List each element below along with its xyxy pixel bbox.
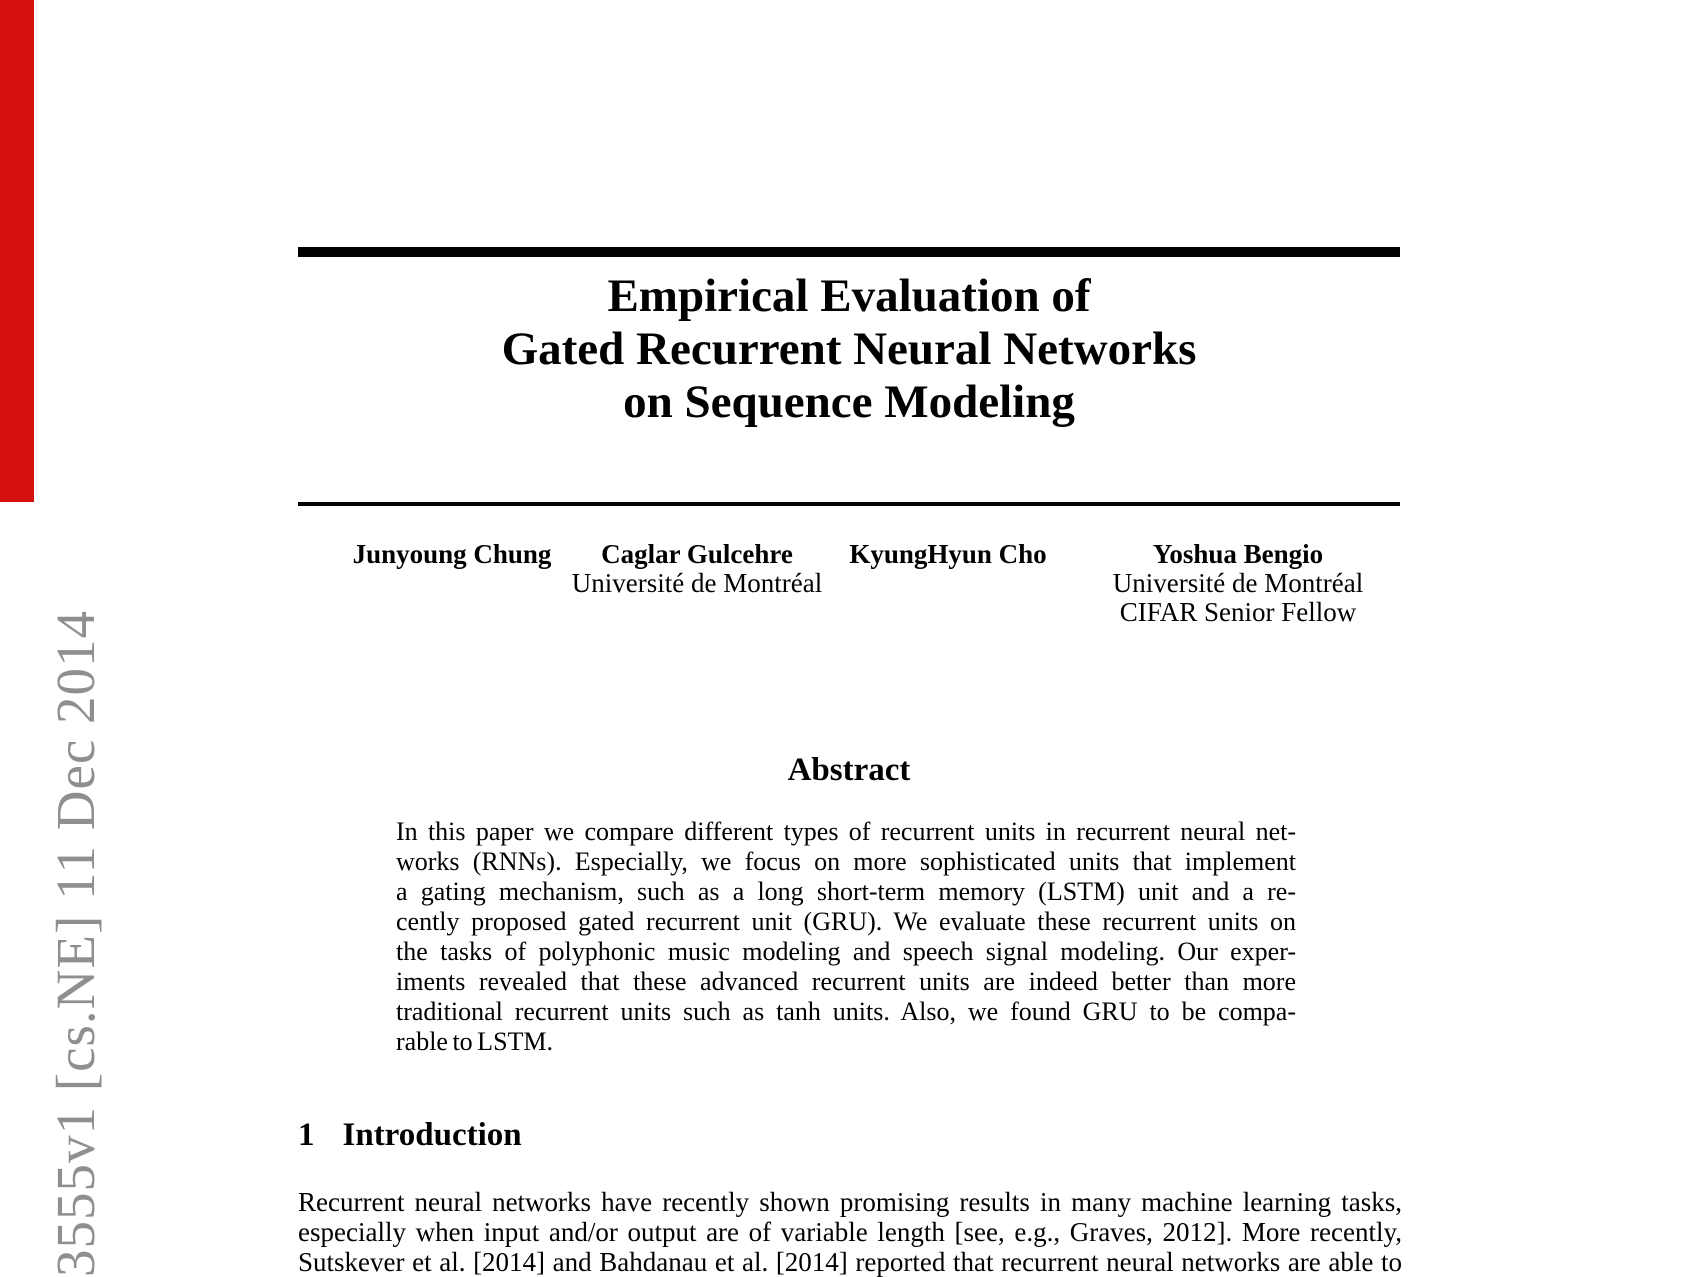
abstract-line: iments revealed that these advanced recurrent units are indeed better than more xyxy=(396,967,1296,996)
arxiv-watermark: 3555v1 [cs.NE] 11 Dec 2014 xyxy=(45,609,106,1277)
author-block-kyunghyun-cho xyxy=(849,540,1046,569)
author-block-caglar-gulcehre xyxy=(572,540,822,598)
abstract-line: traditional recurrent units such as tanh units. Also, we found GRU to be compa- xyxy=(396,997,1296,1026)
title-top-rule xyxy=(298,247,1400,257)
author-block-junyoung-chung xyxy=(353,540,552,569)
abstract-heading: Abstract xyxy=(787,752,911,788)
section-heading-introduction xyxy=(298,1117,522,1154)
abstract-line: the tasks of polyphonic music modeling and speech signal modeling. Our exper- xyxy=(396,937,1296,966)
abstract-line: cently proposed gated recurrent unit (GRU). We evaluate these recurrent units on xyxy=(396,907,1296,936)
paper-title-line-3: on Sequence Modeling xyxy=(623,376,1075,428)
abstract-line: works (RNNs). Especially, we focus on more sophisticated units that implement xyxy=(396,847,1296,876)
author-name: Yoshua Bengio xyxy=(1152,539,1324,569)
abstract-line: rable to LSTM. xyxy=(396,1027,554,1056)
title-bottom-rule xyxy=(298,502,1400,506)
author-affiliation: CIFAR Senior Fellow xyxy=(1119,597,1357,627)
introduction-paragraph xyxy=(298,1187,1402,1277)
author-name: KyungHyun Cho xyxy=(849,539,1047,569)
author-block-yoshua-bengio xyxy=(1113,540,1363,627)
abstract-line: In this paper we compare different types of recurrent units in recurrent neural net- xyxy=(396,817,1296,846)
author-affiliation: Université de Montréal xyxy=(1112,568,1364,598)
abstract-body xyxy=(396,817,1296,1057)
intro-line: Recurrent neural networks have recently shown promising results in many machine learning tasks, xyxy=(298,1187,1402,1217)
author-affiliation: Université de Montréal xyxy=(571,568,823,598)
section-title: Introduction xyxy=(342,1117,522,1153)
paper-title-line-2: Gated Recurrent Neural Networks xyxy=(501,323,1197,375)
intro-line: Sutskever et al. [2014] and Bahdanau et al. [2014] reported that recurrent neural networks are able to xyxy=(298,1247,1402,1277)
section-number: 1 xyxy=(298,1117,315,1153)
red-edge-bar xyxy=(0,0,34,502)
paper-title xyxy=(298,270,1400,429)
intro-line: especially when input and/or output are of variable length [see, e.g., Graves, 2012]. More recently, xyxy=(298,1217,1402,1247)
paper-title-line-1: Empirical Evaluation of xyxy=(607,270,1091,322)
author-name: Junyoung Chung xyxy=(352,539,552,569)
abstract-line: a gating mechanism, such as a long short-term memory (LSTM) unit and a re- xyxy=(396,877,1296,906)
author-name: Caglar Gulcehre xyxy=(601,539,793,569)
